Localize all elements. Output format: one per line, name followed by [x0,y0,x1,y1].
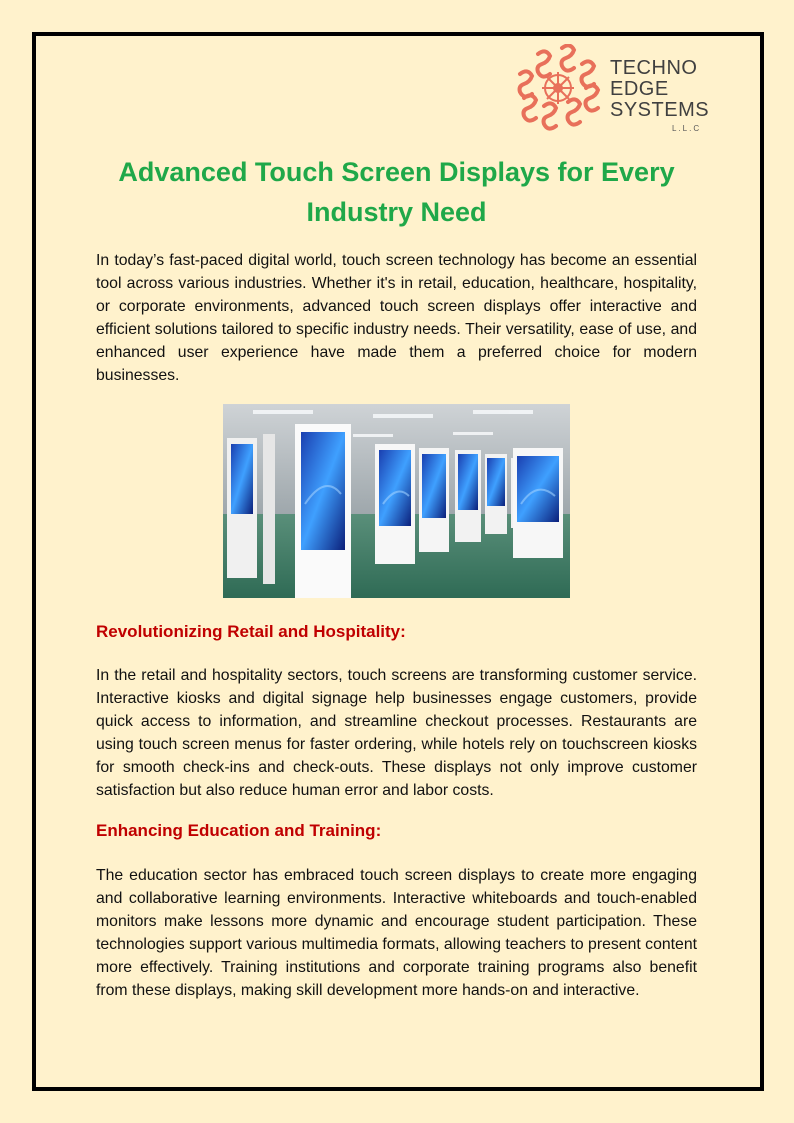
section-heading-education: Enhancing Education and Training: [96,821,382,840]
logo-emblem-icon [514,44,606,134]
logo-line-1: TECHNO [610,57,698,79]
logo-line-3: SYSTEMS [610,99,710,121]
section-body-education: The education sector has embraced touch screen displays to create more engaging and collaborative learning environments. Interactive whiteboards and touch-enabled monitors make lessons more dynamic and encourage student participation. These technologies support various multimedia formats, allowing teachers to present content more effectively. Training institutions and corporate training programs also benefit from these displays, making skill development more hands-on and interactive. [96,867,697,999]
touch-screen-kiosks-photo [223,404,570,598]
logo-suffix: L.L.C [672,124,702,133]
logo-line-2: EDGE [610,78,669,100]
section-body-retail: In the retail and hospitality sectors, touch screens are transforming customer service. Interactive kiosks and digital signage help businesses engage customers, provide quick access to information, and streamline checkout processes. Restaurants are using touch screen menus for faster ordering, while hotels rely on touchscreen kiosks for smooth check-ins and check-outs. These displays not only improve customer satisfaction but also reduce human error and labor costs. [96,667,697,799]
intro-paragraph: In today’s fast-paced digital world, touch screen technology has become an essential tool across various industries. Whether it's in retail, education, healthcare, hospitality, or corporate environments, advanced touch screen displays offer interactive and efficient solutions tailored to specific industry needs. Their versatility, ease of use, and enhanced user experience have made them a preferred choice for modern businesses. [96,252,697,384]
section-heading-retail: Revolutionizing Retail and Hospitality: [96,622,406,641]
logo-wordmark [610,58,709,121]
company-logo [514,44,714,134]
kiosk-factory-illustration [223,404,570,598]
page-title: Advanced Touch Screen Displays for Every Industry Need [118,157,675,227]
